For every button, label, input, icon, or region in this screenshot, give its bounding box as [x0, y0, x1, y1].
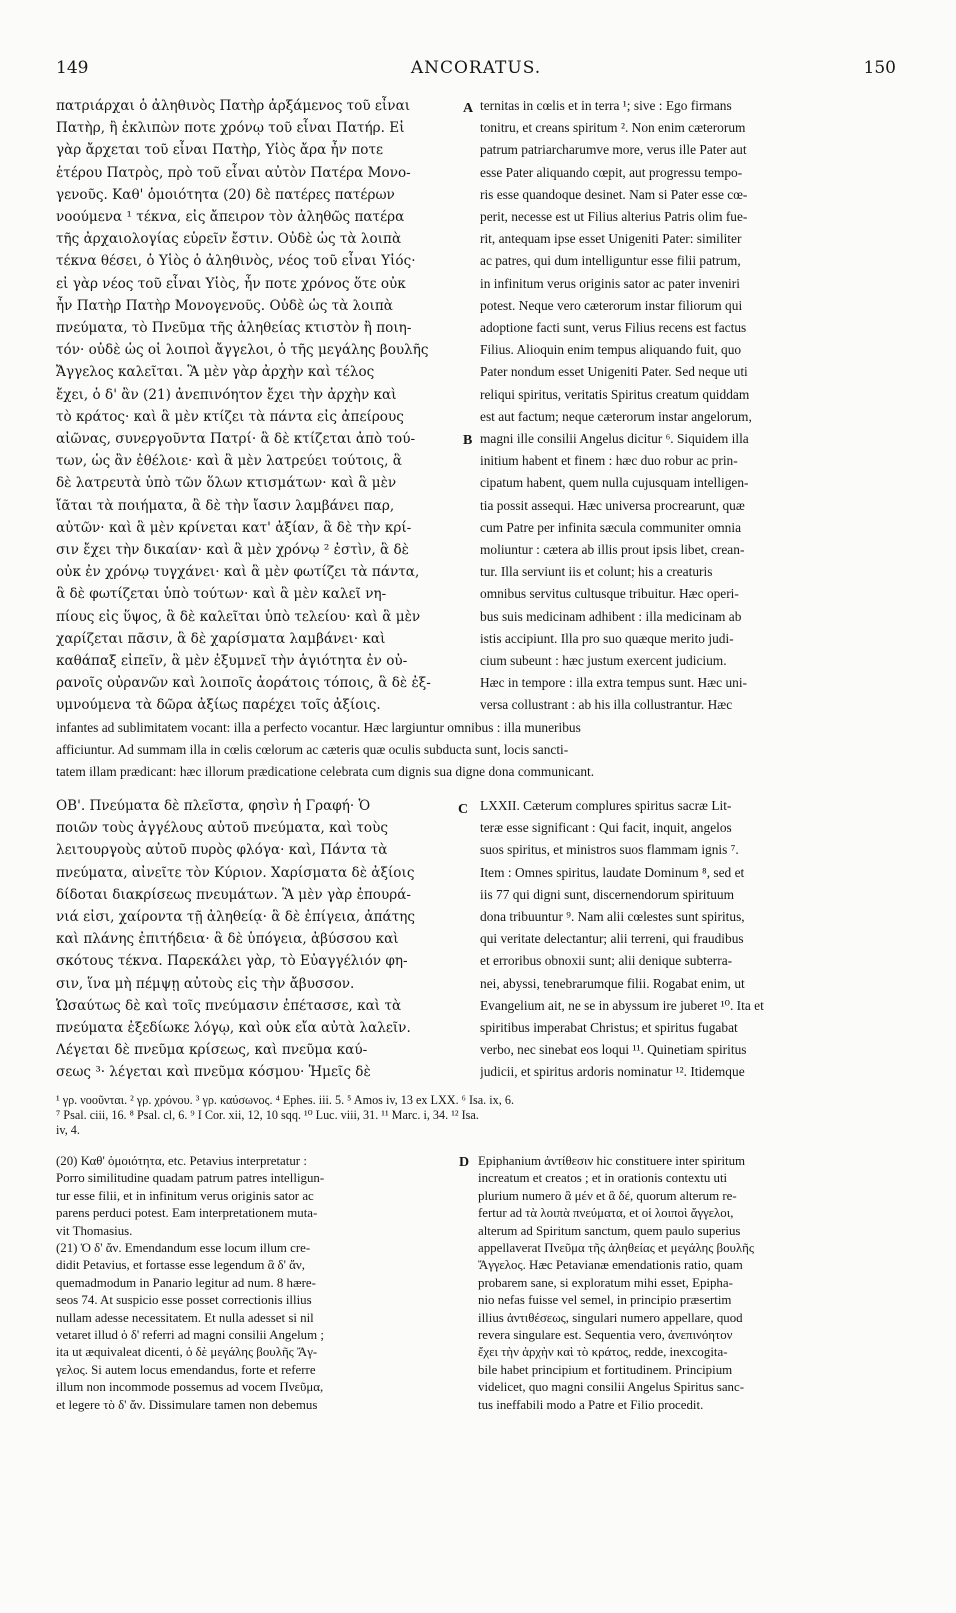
commentary-line: tus ineffabili modo a Patre et Filio procedit.: [478, 1397, 704, 1412]
latin-text-line: cum Patre per infinita sæcula communiter omnia: [480, 519, 742, 535]
greek-text-line: νοούμενα ¹ τέκνα, εἰς ἄπειρον τὸν ἀληθῶς πατέρα: [56, 209, 405, 226]
commentary-line: didit Petavius, et fortasse esse legendum ἃ δ' ἄν,: [56, 1258, 305, 1273]
commentary-line: ita ut æquivaleat dicenti, ὁ δὲ μεγάλης βουλῆς Ἄγ-: [56, 1345, 318, 1360]
latin-text-line: ternitas in cœlis et in terra ¹; sive : Ego firmans: [480, 98, 732, 113]
greek-text-line: πνεύματα, αἰνεῖτε τὸν Κύριον. Χαρίσματα δὲ ἀξίοις: [56, 864, 415, 881]
greek-text-line: εἰ γὰρ νέος τοῦ εἶναι Υἱὸς, ἦν ποτε χρόνος ὅτε οὐκ: [56, 275, 406, 292]
greek-text-line: δίδοται διακρίσεως πνευμάτων. Ἃ μὲν γὰρ ἐπουρά-: [56, 886, 412, 903]
latin-text-line: in infinitum verus originis sator ac pater inveniri: [480, 275, 740, 291]
latin-text-line: rit, antequam ipse esset Unigeniti Pater: similiter: [480, 231, 742, 247]
latin-text-line: cium subeunt : hæc justum exercent judicium.: [480, 653, 727, 669]
commentary-line: ἔχει τὴν ἀρχὴν καὶ τὸ κράτος, redde, inexcogita-: [478, 1345, 728, 1360]
latin-text-line: nei, abyssi, tenebrarumque filii. Rogabat enim, ut: [480, 975, 745, 991]
latin-text-line: Filius. Alioquin enim tempus aliquando fuit, quo: [480, 342, 742, 358]
latin-text-line: moliuntur : cætera ab illis prout ipsis libet, crean-: [480, 542, 745, 558]
greek-column-section-2: [56, 795, 454, 1084]
greek-text-line: σιν ἔχει τὴν δικαίαν· καὶ ἃ μὲν χρόνῳ ² ἐστὶν, ἃ δὲ: [56, 542, 409, 559]
latin-text-line: iis 77 qui digni sunt, discernendorum spirituum: [480, 886, 735, 902]
latin-text-line: initium habent et finem : hæc duo robur ac prin-: [480, 453, 738, 469]
greek-text-line: νιά εἰσι, χαίροντα τῇ ἀληθείᾳ· ἃ δὲ ἐπίγεια, ἀπάτης: [56, 909, 415, 926]
greek-text-line: πατριάρχαι ὁ ἀληθινὸς Πατὴρ ἀρξάμενος τοῦ εἶναι: [56, 98, 411, 114]
commentary-line: revera singulare est. Sequentia vero, ἀνεπινόητον: [478, 1328, 733, 1343]
commentary-line: illum non incommode possemus ad vocem Πνεῦμα,: [56, 1380, 324, 1395]
commentary-line: quemadmodum in Panario legitur ad num. 8 hære-: [56, 1275, 316, 1290]
greek-text-line: ΟΒ'. Πνεύματα δὲ πλεῖστα, φησὶν ἡ Γραφή· Ὁ: [56, 798, 371, 814]
commentary-line: nullam adesse necessitatem. Et nulla adesset si nil: [56, 1310, 314, 1325]
greek-text-line: τέκνα θέσει, ὁ Υἱὸς ὁ ἀληθινὸς, νέος τοῦ εἶναι Υἱός·: [56, 253, 416, 270]
latin-text-line: judicii, et spiritus ardoris nominatur ¹². Itidemque: [480, 1064, 745, 1080]
greek-text-line: υμνούμενα τὰ δῶρα ἀξίως παρέχει τοῖς ἀξίοις.: [56, 697, 381, 714]
latin-text-line: ris esse quandoque desinet. Nam si Pater esse cœ-: [480, 186, 748, 202]
greek-text-line: ἃ δὲ φωτίζεται ὑπὸ τούτων· καὶ ἃ μὲν καλεῖ νη-: [56, 586, 387, 603]
commentary-line: vetaret illud ὁ δ' referri ad magni consilii Angelum ;: [56, 1328, 324, 1343]
latin-column-section-1: [480, 95, 896, 717]
latin-text-line: afficiuntur. Ad summam illa in cœlis cœlorum ac cæteris quæ oculis subducta sunt, locis sancti-: [56, 742, 569, 758]
latin-text-line: tia possit assequi. Hæc universa procrearunt, quæ: [480, 497, 745, 513]
latin-text-line: LXXII. Cæterum complures spiritus sacræ Lit-: [480, 798, 732, 813]
commentary-line: tur esse filii, et in infinitum verus originis sator ac: [56, 1188, 314, 1203]
greek-text-line: γὰρ ἄρχεται τοῦ εἶναι Πατὴρ, Υἱὸς ἄρα ἦν ποτε: [56, 142, 384, 159]
latin-text-line: cipatum habent, quem nulla cujusquam intelligen-: [480, 475, 749, 491]
commentary-right-column: [478, 1153, 896, 1414]
latin-text-line: istis accipiunt. Illa pro suo quæque merito judi-: [480, 630, 734, 646]
greek-text-line: οὐκ ἐν χρόνῳ τυγχάνει· καὶ ἃ μὲν φωτίζει τὰ πάντα,: [56, 564, 420, 581]
footnote-line: ¹ γρ. νοοῦνται. ² γρ. χρόνου. ³ γρ. καύσωνος. ⁴ Ephes. iii. 5. ⁵ Amos iv, 13 ex LXX. ⁶ Isa. ix, 6.: [56, 1093, 514, 1107]
latin-text-line: ac patres, qui dum intelliguntur esse filii patrum,: [480, 253, 741, 269]
commentary-line: illius ἀντιθέσεως, singulari numero appellare, quod: [478, 1310, 743, 1325]
latin-text-line: versa collustrant : ab his illa collustrantur. Hæc: [480, 697, 733, 713]
latin-text-line: dona tribuuntur ⁹. Nam alii cœlestes sunt spiritus,: [480, 909, 745, 925]
latin-text-line: verbo, nec sinebat eos loqui ¹¹. Quinetiam spiritus: [480, 1042, 747, 1058]
greek-text-line: πνεύματα ἐξεδίωκε λόγῳ, καὶ οὐκ εἴα αὐτὰ λαλεῖν.: [56, 1020, 411, 1037]
commentary-line: increatum et creatos ; et in orationis contextu uti: [478, 1171, 728, 1186]
running-head: [56, 58, 896, 80]
commentary-line: parens perduci potest. Eam interpretationem muta-: [56, 1206, 318, 1221]
commentary-line: Ἄγγελος. Hæc Petavianæ emendationis ratio, quam: [478, 1258, 743, 1273]
commentary-line: nio nefas fuisse vel semel, in principio præsertim: [478, 1293, 732, 1308]
greek-text-line: χαρίζεται πᾶσιν, ἃ δὲ χαρίσματα λαμβάνει· καὶ: [56, 630, 386, 647]
margin-marker-d: D: [459, 1155, 470, 1170]
latin-text-line: Hæc in tempore : illa extra tempus sunt. Hæc uni-: [480, 675, 748, 691]
latin-text-line: Item : Omnes spiritus, laudate Dominum ⁸, sed et: [480, 864, 745, 880]
commentary-line: videlicet, quo magni consilii Angelus Spiritus sanc-: [478, 1380, 745, 1395]
left-page-number: 149: [56, 58, 89, 78]
commentary-line: probarem sane, si exploratum mihi esset, Epipha-: [478, 1275, 733, 1290]
latin-text-line: adoptione facti sunt, verus Filius recens est factus: [480, 320, 747, 336]
commentary-line: (20) Καθ' ὁμοιότητα, etc. Petavius interpretatur :: [56, 1154, 307, 1168]
latin-text-line: patrum patriarcharumve more, verus ille Pater aut: [480, 142, 747, 158]
commentary-line: alterum ad Spiritum sanctum, quem paulo superius: [478, 1223, 741, 1238]
footnote-line: iv, 4.: [56, 1123, 80, 1138]
greek-text-line: αὐτῶν· καὶ ἃ μὲν κρίνεται κατ' ἀξίαν, ἃ δὲ τὴν κρί-: [56, 519, 412, 536]
greek-text-line: καὶ πλάνης ἐπιτήδεια· ἃ δὲ ὑπόγεια, ἀβύσσου καὶ: [56, 931, 399, 948]
greek-text-line: ρανοῖς οὐρανῶν καὶ λοιποῖς ἀοράτοις τόποις, ἃ δὲ ἐξ-: [56, 675, 431, 692]
latin-text-line: potest. Neque vero cæterorum instar filiorum qui: [480, 297, 743, 313]
greek-text-line: δὲ λατρευτὰ ὑπὸ τῶν ὅλων κτισμάτων· καὶ ἃ μὲν: [56, 475, 397, 492]
margin-marker-b: B: [463, 433, 473, 448]
latin-text-line: omnibus servitus cultusque tribuitur. Hæc operi-: [480, 586, 739, 602]
commentary-line: fertur ad τὰ λοιπὰ πνεύματα, et οἱ λοιποὶ ἄγγελοι,: [478, 1206, 734, 1221]
latin-text-line: teræ esse significant : Qui facit, inquit, angelos: [480, 820, 732, 836]
running-title: ANCORATUS.: [410, 58, 542, 78]
greek-text-line: αἰῶνας, συνεργοῦντα Πατρί· ἃ δὲ κτίζεται ἀπὸ τού-: [56, 431, 416, 448]
greek-text-line: Πατὴρ, ἢ ἐκλιπὼν ποτε χρόνῳ τοῦ εἶναι Πατήρ. Εἰ: [56, 120, 405, 137]
greek-text-line: λειτουργοὺς αὐτοῦ πυρὸς φλόγα· καὶ, Πάντα τὰ: [56, 842, 388, 859]
footnotes: [56, 1093, 896, 1139]
greek-text-line: Λέγεται δὲ πνεῦμα κρίσεως, καὶ πνεῦμα καύ-: [56, 1042, 368, 1059]
latin-text-line: spiritibus imperabat Christus; et spiritus fugabat: [480, 1020, 738, 1036]
greek-text-line: ἑτέρου Πατρὸς, πρὸ τοῦ εἶναι αὐτὸν Πατέρα Μονο-: [56, 164, 411, 181]
greek-text-line: πίους εἰς ὕψος, ἃ δὲ καλεῖται ὑπὸ τελείου· καὶ ἃ μὲν: [56, 608, 421, 625]
latin-text-line: tonitru, et creans spiritum ². Non enim cæterorum: [480, 120, 746, 136]
commentary-line: bile habet principium et fortitudinem. Principium: [478, 1362, 733, 1377]
commentary-line: appellaverat Πνεῦμα τῆς ἀληθείας et μεγάλης βουλῆς: [478, 1241, 755, 1256]
greek-text-line: ἴᾶται τὰ ποιήματα, ἃ δὲ τὴν ἴασιν λαμβάνει παρ,: [56, 497, 395, 514]
latin-text-line: perit, necesse est ut Filius alterius Patris olim fue-: [480, 209, 748, 225]
latin-text-line: et erroribus obnoxii sunt; alii denique subterra-: [480, 953, 733, 969]
commentary-line: vit Thomasius.: [56, 1223, 133, 1238]
greek-text-line: ποιῶν τοὺς ἀγγέλους αὐτοῦ πνεύματα, καὶ τοὺς: [56, 820, 388, 837]
commentary-line: (21) Ὁ δ' ἄν. Emendandum esse locum illum cre-: [56, 1241, 311, 1256]
margin-marker-c: C: [458, 802, 469, 817]
latin-text-line: magni ille consilii Angelus dicitur ⁶. Siquidem illa: [480, 431, 749, 447]
greek-text-line: τῆς ἀρχαιολογίας εὑρεῖν ἔστιν. Οὐδὲ ὡς τὰ λοιπὰ: [56, 231, 402, 248]
greek-text-line: των, ὡς ἂν ἐθέλοιε· καὶ ἃ μὲν λατρεύει τούτοις, ἃ: [56, 453, 402, 470]
greek-text-line: σεως ³· λέγεται καὶ πνεῦμα κόσμου· Ἡμεῖς δὲ: [56, 1064, 371, 1081]
commentary-left-column: [56, 1153, 456, 1414]
greek-text-line: καθάπαξ εἰπεῖν, ἃ μὲν ἐξυμνεῖ τὴν ἁγιότητα ἐν οὐ-: [56, 653, 408, 670]
margin-marker-a: A: [463, 101, 474, 116]
footnote-line: ⁷ Psal. ciii, 16. ⁸ Psal. cl, 6. ⁹ I Cor. xii, 12, 10 sqq. ¹⁰ Luc. viii, 31. ¹¹ Marc. i, 34. ¹² Isa.: [56, 1108, 479, 1123]
commentary-line: Epiphanium ἀντίθεσιν hic constituere inter spiritum: [478, 1154, 746, 1168]
greek-text-line: τὸ κράτος· καὶ ἃ μὲν κτίζει τὰ πάντα εἰς ἀπείρους: [56, 408, 404, 425]
commentary-line: seos 74. At suspicio esse posset correctionis illius: [56, 1293, 312, 1308]
greek-column-section-1: [56, 95, 454, 717]
commentary-line: plurium numero ἃ μέν et ἃ δέ, quorum alterum re-: [478, 1188, 737, 1203]
greek-text-line: γενοῦς. Καθ' ὁμοιότητα (20) δὲ πατέρες πατέρων: [56, 186, 395, 203]
latin-text-line: tur. Illa serviunt iis et colunt; his a creaturis: [480, 564, 713, 580]
right-page-number: 150: [863, 58, 896, 78]
latin-text-line: tatem illam prædicant: hæc illorum prædicatione celebrata cum dignis sua digne dona communicant.: [56, 764, 595, 780]
latin-text-line: infantes ad sublimitatem vocant: illa a perfecto vocantur. Hæc largiuntur omnibus : illa muneribus: [56, 720, 581, 735]
latin-text-line: Evangelium ait, ne se in abyssum ire juberet ¹⁰. Ita et: [480, 997, 764, 1013]
latin-text-line: reliqui spiritus, veritatis Spiritus creatum quiddam: [480, 386, 750, 402]
greek-text-line: Ὡσαύτως δὲ καὶ τοῖς πνεύμασιν ἐπέτασσε, καὶ τὰ: [56, 997, 402, 1014]
latin-text-line: bus suis medicinam adhibent : illa medicinam ab: [480, 608, 742, 624]
latin-column-section-2: [480, 795, 896, 1084]
greek-text-line: ἦν Πατὴρ Πατὴρ Μονογενοῦς. Οὐδὲ ὡς τὰ λοιπὰ: [56, 297, 393, 314]
latin-text-line: esse Pater aliquando cœpit, aut progressu tempo-: [480, 164, 743, 180]
full-width-latin-continuation: [56, 717, 896, 784]
greek-text-line: σκότους τέκνα. Παρεκάλει γὰρ, τὸ Εὐαγγέλιόν φη-: [56, 953, 408, 970]
commentary-line: γελος. Si autem locus emendandus, forte et referre: [56, 1362, 316, 1377]
latin-text-line: qui veritate delectantur; alii terreni, qui fraudibus: [480, 931, 744, 947]
latin-text-line: suos spiritus, et ministros suos flammam ignis ⁷.: [480, 842, 739, 858]
greek-text-line: ἔχει, ὁ δ' ἂν (21) ἀνεπινόητον ἔχει τὴν ἀρχὴν καὶ: [56, 386, 397, 403]
greek-text-line: τόν· οὐδὲ ὡς οἱ λοιποὶ ἄγγελοι, ὁ τῆς μεγάλης βουλῆς: [56, 342, 429, 359]
greek-text-line: Ἄγγελος καλεῖται. Ἃ μὲν γὰρ ἀρχὴν καὶ τέλος: [56, 364, 375, 381]
latin-text-line: est aut factum; neque cæterorum instar angelorum,: [480, 408, 752, 424]
greek-text-line: σιν, ἵνα μὴ πέμψῃ αὐτοὺς εἰς τὴν ἄβυσσον.: [56, 975, 355, 992]
commentary-line: et legere τὸ δ' ἄν. Dissimulare tamen non debemus: [56, 1397, 318, 1412]
commentary-line: Porro similitudine quadam patrum patres intelligun-: [56, 1171, 325, 1186]
latin-text-line: Pater nondum esset Unigeniti Pater. Sed neque uti: [480, 364, 748, 380]
greek-text-line: πνεύματα, τὸ Πνεῦμα τῆς ἀληθείας κτιστὸν ἢ ποιη-: [56, 320, 412, 337]
